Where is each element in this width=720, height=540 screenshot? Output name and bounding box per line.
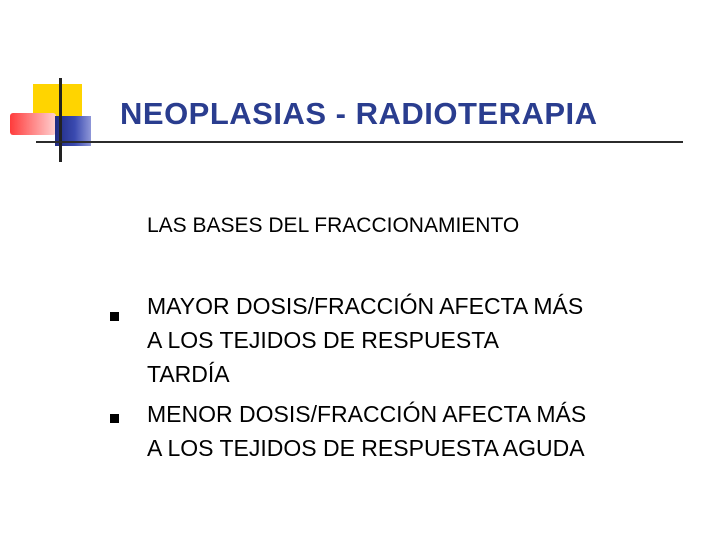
- logo-red-bar: [10, 113, 56, 135]
- slide-title: NEOPLASIAS - RADIOTERAPIA: [120, 96, 598, 131]
- decorative-logo: [0, 0, 110, 170]
- title-underline: [36, 141, 683, 143]
- bullet-square-icon: [110, 414, 119, 423]
- bullet-item-1: MAYOR DOSIS/FRACCIÓN AFECTA MÁS A LOS TEJIDOS DE RESPUESTA TARDÍA: [147, 293, 584, 387]
- slide-subtitle: LAS BASES DEL FRACCIONAMIENTO: [147, 214, 520, 237]
- logo-vertical-line: [59, 78, 62, 162]
- bullet-item-2: MENOR DOSIS/FRACCIÓN AFECTA MÁS A LOS TEJIDOS DE RESPUESTA AGUDA: [147, 401, 587, 461]
- bullet-square-icon: [110, 312, 119, 321]
